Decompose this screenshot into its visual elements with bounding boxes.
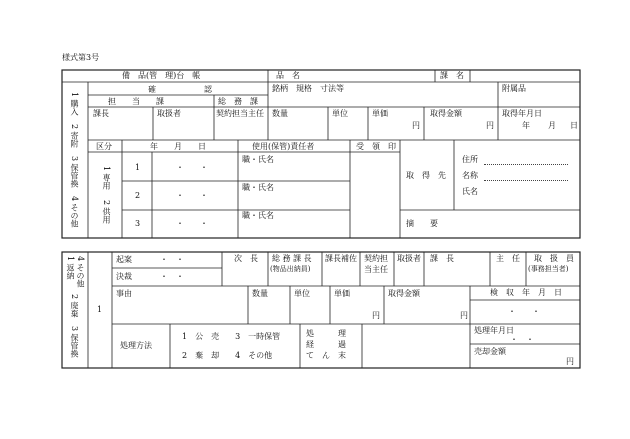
kessai-label: 決裁 <box>116 272 132 281</box>
toriatsukai-in-sub: (事務担当者) <box>528 265 569 273</box>
shimei-label: 氏名 <box>462 187 478 196</box>
toriatsukai-in-label: 取 扱 員 <box>534 254 574 263</box>
bottom-shutoku-yen: 円 <box>460 311 468 320</box>
suryo-label: 数量 <box>272 109 288 118</box>
row-2-number: 2 <box>135 191 141 200</box>
juryo-in-label: 受 領 印 <box>356 142 396 151</box>
senyo-label: 1 専用 <box>102 166 111 190</box>
jicho-label: 次 長 <box>234 254 258 263</box>
bottom-toriatsukaisha-label: 取扱者 <box>397 254 421 263</box>
user-header: 使用(保管)責任者 <box>252 142 315 151</box>
shutoku-hi: 日 <box>570 121 578 130</box>
bottom-tanka-yen: 円 <box>372 311 380 320</box>
row-3-number: 3 <box>135 219 141 228</box>
kessai-date: ・ ・ <box>160 272 184 281</box>
shutoku-nen: 年 <box>522 121 530 130</box>
kian-date: ・ ・ <box>160 255 184 264</box>
tanto-ka-label: 担 当 課 <box>108 97 164 106</box>
bottom-category-3: 3 保管換 <box>70 326 79 358</box>
methods-row-2: 2 棄 却 4 その他 <box>182 351 273 360</box>
shutoku-tsuki: 月 <box>548 121 556 130</box>
baikyaku-yen: 円 <box>566 357 574 366</box>
shori-date-label: 処理年月日 <box>474 326 514 335</box>
row-2-date: ・ ・ <box>176 191 208 200</box>
kian-label: 起案 <box>116 255 132 264</box>
baikyaku-label: 売却金額 <box>474 347 506 356</box>
meisho-label: 名称 <box>462 171 478 180</box>
kubun-label: 区分 <box>96 142 112 151</box>
jiyu-label: 事由 <box>116 289 132 298</box>
kacho-hosa-label: 課長補佐 <box>325 254 357 263</box>
form-number: 様式第3号 <box>62 53 100 62</box>
tanka-yen: 円 <box>412 121 420 130</box>
top-category-3: 3 保管換 <box>70 156 79 188</box>
meigara-label: 銘柄 規格 寸法等 <box>272 84 344 93</box>
toriatsukaisha-label: 取扱者 <box>157 109 181 118</box>
tani-label: 単位 <box>332 109 348 118</box>
row-3-date: ・ ・ <box>176 219 208 228</box>
tenmatsu-label: て ん 末 <box>306 351 346 360</box>
jusho-label: 住所 <box>462 155 478 164</box>
ledger-title: 備 品(管 理)台 帳 <box>122 71 201 80</box>
shutoku-kingaku-label: 取得金額 <box>430 109 462 118</box>
shutoku-yen: 円 <box>486 121 494 130</box>
shori-date: ・ ・ <box>510 335 534 344</box>
bottom-tanka-label: 単価 <box>334 289 350 298</box>
top-category-2: 2 寄附 <box>70 124 79 148</box>
bottom-suryo-label: 数量 <box>252 289 268 298</box>
shutokusaki-label: 取 得 先 <box>406 171 446 180</box>
shunin-label: 主 任 <box>496 254 520 263</box>
kenshu-label: 検 収 年 月 日 <box>490 288 562 297</box>
row-1-number: 1 <box>135 163 141 172</box>
meisho-line <box>484 180 568 181</box>
shutoku-date-label: 取得年月日 <box>502 109 542 118</box>
bottom-tani-label: 単位 <box>294 289 310 298</box>
somu-kacho-label: 総 務 課 長 <box>272 254 312 263</box>
keika-label: 経 過 <box>306 340 346 349</box>
bottom-category-4: 4 その他 <box>76 256 85 288</box>
row-2-shoku: 職・氏名 <box>242 183 274 192</box>
kacho-label: 課長 <box>93 109 109 118</box>
row-1-shoku: 職・氏名 <box>242 155 274 164</box>
somu-kacho-sub: (物品出納員) <box>270 265 311 273</box>
hinmei-label: 品 名 <box>276 71 300 80</box>
jusho-line <box>484 164 568 165</box>
bottom-category-1: 1 返納 <box>66 256 75 280</box>
bottom-shutoku-kingaku-label: 取得金額 <box>388 289 420 298</box>
keiyaku-label-2: 当主任 <box>364 265 388 274</box>
keiyaku-label: 契約担当主任 <box>216 109 264 118</box>
row-1-date: ・ ・ <box>176 163 208 172</box>
date-header: 年 月 日 <box>150 142 206 151</box>
fuzokuhin-label: 附属品 <box>502 84 526 93</box>
row-3-shoku: 職・氏名 <box>242 211 274 220</box>
bottom-category-2: 2 廃棄 <box>70 294 79 318</box>
top-category-4: 4 その他 <box>70 196 79 228</box>
kenshu-date: ・ ・ <box>508 307 540 316</box>
ka-label: 課 名 <box>440 71 464 80</box>
top-category-1: 1 購入 <box>70 92 79 116</box>
tekiyo-label: 摘 要 <box>406 219 438 228</box>
shori-hoho-label: 処理方法 <box>120 341 152 350</box>
tanka-label: 単価 <box>372 109 388 118</box>
kyoyo-label: 2 供用 <box>102 200 111 224</box>
kakunin-label: 確 認 <box>148 85 212 94</box>
keiyaku-label: 契約担 <box>364 254 388 263</box>
bottom-row-number: 1 <box>97 305 103 314</box>
somu-ka-label: 総 務 課 <box>218 97 258 106</box>
methods-row-1: 1 公 売 3 一時保管 <box>182 332 281 341</box>
bottom-kacho-label: 課 長 <box>430 254 454 263</box>
shori-label: 処 理 <box>306 329 346 338</box>
